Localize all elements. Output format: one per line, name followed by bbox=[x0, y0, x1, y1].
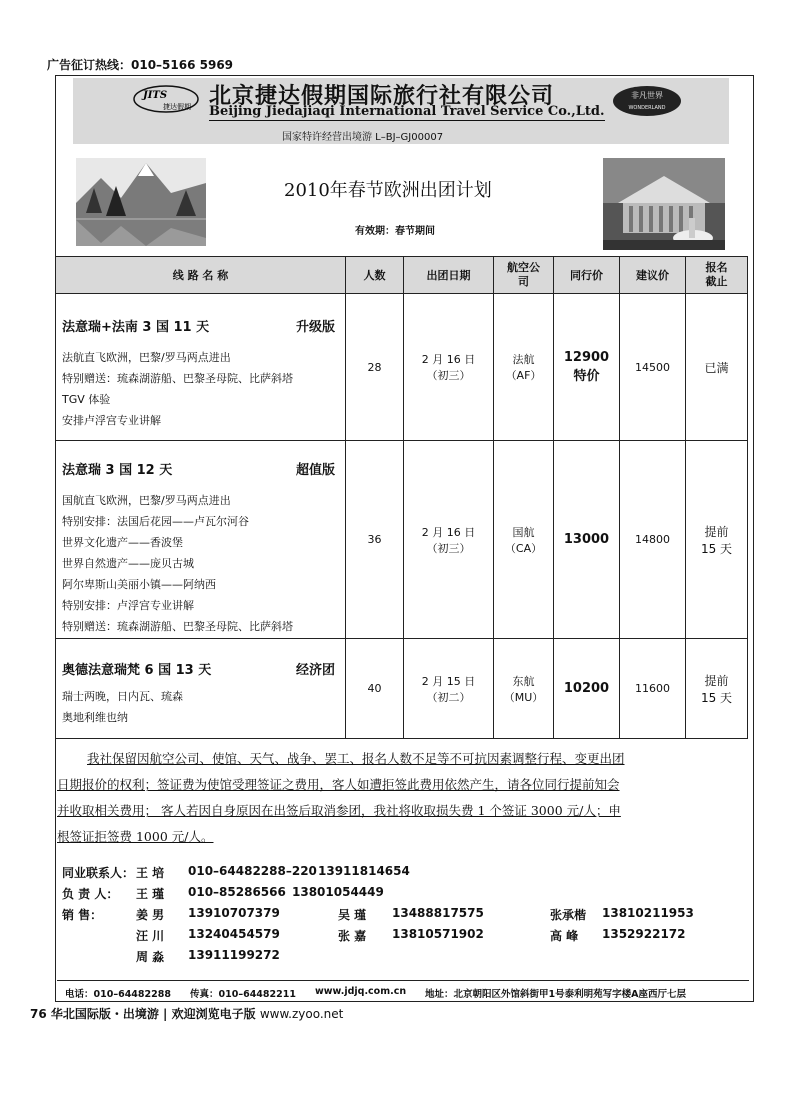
footer-tel: 电话：010–64482288 bbox=[65, 989, 171, 1000]
header-date: 出团日期 bbox=[404, 257, 494, 294]
sales-name: 周 淼 bbox=[136, 950, 165, 964]
sales-phone: 1352922172 bbox=[602, 927, 686, 941]
route-detail: 安排卢浮宫专业讲解 bbox=[62, 414, 161, 427]
route-detail: 国航直飞欧洲，巴黎/罗马两点进出 bbox=[62, 494, 231, 507]
badge-cn: 非凡世界 bbox=[631, 91, 663, 100]
route-name: 法意瑞 3 国 12 天 bbox=[62, 463, 173, 478]
suggest-price: 14800 bbox=[620, 441, 686, 639]
deadline: 提前 bbox=[704, 524, 729, 539]
header-suggest-price: 建议价 bbox=[620, 257, 686, 294]
sales-phone: 13911199272 bbox=[188, 948, 280, 962]
company-logo bbox=[133, 84, 203, 114]
contact-name: 王 培 bbox=[136, 866, 165, 880]
deadline-days: 15 天 bbox=[700, 690, 733, 705]
route-heading bbox=[62, 659, 339, 678]
wonderland-badge bbox=[613, 86, 681, 116]
parliament-photo bbox=[603, 158, 725, 250]
route-cell bbox=[56, 441, 346, 639]
route-tag: 升级版 bbox=[295, 320, 335, 335]
magazine-site: www.zyoo.net bbox=[259, 1007, 344, 1021]
airline-cell bbox=[494, 294, 554, 441]
plan-title: 2010年春节欧洲出团计划 bbox=[284, 180, 492, 201]
deadline-days: 15 天 bbox=[700, 541, 733, 556]
departure-date: 2 月 16 日 bbox=[421, 525, 476, 539]
badge-en: WONDERLAND bbox=[628, 105, 666, 111]
contact-label: 负 责 人： bbox=[62, 887, 119, 901]
sales-name: 张承楷 bbox=[550, 908, 587, 922]
contact-row bbox=[62, 927, 742, 948]
airline-cell bbox=[494, 639, 554, 739]
peer-price-cell bbox=[554, 441, 620, 639]
table-header-row bbox=[56, 257, 748, 294]
sales-name: 张 嘉 bbox=[338, 929, 367, 943]
route-detail: 阿尔卑斯山美丽小镇——阿纳西 bbox=[62, 578, 216, 591]
route-cell bbox=[56, 294, 346, 441]
route-name: 法意瑞+法南 3 国 11 天 bbox=[62, 320, 210, 335]
logo-text: JITS bbox=[143, 90, 168, 101]
notice-line: 我社保留因航空公司、使馆、天气、战争、罢工、报名人数不足等不可抗因素调整行程、变更出团 bbox=[87, 751, 625, 766]
table-row bbox=[56, 441, 748, 639]
lunar-date: （初三） bbox=[426, 541, 471, 555]
peer-price: 13000 bbox=[563, 532, 610, 547]
footer-web: www.jdjq.com.cn bbox=[315, 986, 407, 997]
route-detail: 特别赠送：琉森湖游船、巴黎圣母院、比萨斜塔 bbox=[62, 620, 293, 633]
contact-phone: 010–85286566 bbox=[188, 885, 286, 899]
notice-line: 并收取相关费用； 客人若因自身原因在出签后取消参团，我社将收取损失费 1 个签证 3000 元/人；申 bbox=[57, 803, 621, 818]
contact-phone: 13801054449 bbox=[292, 885, 384, 899]
mountain-lake-photo bbox=[76, 158, 206, 246]
page-section: 76 华北国际版・出境游 | 欢迎浏览电子版 bbox=[30, 1007, 256, 1021]
header-deadline: 报名截止 bbox=[686, 257, 748, 294]
contact-row bbox=[62, 864, 742, 885]
company-name-en: Beijing Jiedajiaqi International Travel Service Co.,Ltd. bbox=[209, 104, 605, 119]
header-peer-price: 同行价 bbox=[554, 257, 620, 294]
route-table bbox=[55, 256, 748, 739]
contact-label: 同业联系人： bbox=[62, 866, 135, 880]
sales-name: 吴 瑾 bbox=[338, 908, 367, 922]
sales-name: 汪 川 bbox=[136, 929, 165, 943]
peer-price: 10200 bbox=[563, 681, 610, 696]
contact-name: 王 瑾 bbox=[136, 887, 165, 901]
company-name-cn: 北京捷达假期国际旅行社有限公司 bbox=[209, 83, 555, 109]
table-row bbox=[56, 639, 748, 739]
route-detail: 奥地利维也纳 bbox=[62, 711, 128, 724]
sales-phone: 13488817575 bbox=[392, 906, 484, 920]
sales-name: 姜 男 bbox=[136, 908, 165, 922]
table-row bbox=[56, 294, 748, 441]
peer-price-note: 特价 bbox=[573, 369, 600, 384]
route-detail: 世界文化遗产——香波堡 bbox=[62, 536, 183, 549]
page-footer bbox=[30, 1005, 343, 1022]
header-airline: 航空公司 bbox=[494, 257, 554, 294]
route-detail: 特别安排：法国后花园——卢瓦尔河谷 bbox=[62, 515, 249, 528]
peer-price-cell bbox=[554, 639, 620, 739]
airline-code: （CA） bbox=[504, 541, 543, 555]
header-route: 线 路 名 称 bbox=[56, 257, 346, 294]
contact-row bbox=[62, 906, 742, 927]
ad-hotline: 广告征订热线：010–5166 5969 bbox=[47, 58, 234, 72]
sales-phone: 13810211953 bbox=[602, 906, 694, 920]
deadline-cell bbox=[686, 441, 748, 639]
logo-subtext: 捷达假期 bbox=[163, 103, 191, 111]
sales-phone: 13810571902 bbox=[392, 927, 484, 941]
suggest-price: 14500 bbox=[620, 294, 686, 441]
sales-phone: 13240454579 bbox=[188, 927, 280, 941]
footer-address: 地址：北京朝阳区外馆斜街甲1号泰利明苑写字楼A座西厅七层 bbox=[425, 989, 686, 1000]
suggest-price: 11600 bbox=[620, 639, 686, 739]
terms-notice bbox=[57, 746, 747, 850]
departure-date-cell bbox=[404, 441, 494, 639]
peer-price: 12900 bbox=[563, 350, 610, 365]
route-detail: 法航直飞欧洲，巴黎/罗马两点进出 bbox=[62, 351, 231, 364]
deadline: 提前 bbox=[704, 673, 729, 688]
departure-date-cell bbox=[404, 294, 494, 441]
footer-fax: 传真：010–64482211 bbox=[190, 989, 296, 1000]
notice-line: 根签证拒签费 1000 元/人。 bbox=[57, 829, 214, 844]
departure-date: 2 月 16 日 bbox=[421, 353, 476, 366]
contact-label: 销 售： bbox=[62, 908, 103, 922]
deadline-cell bbox=[686, 639, 748, 739]
airline-name: 东航 bbox=[512, 674, 535, 688]
airline-code: （AF） bbox=[505, 369, 542, 382]
route-heading bbox=[62, 459, 339, 478]
lunar-date: （初三） bbox=[426, 369, 471, 382]
license-number: 国家特许经营出境游 L–BJ–GJ00007 bbox=[282, 132, 444, 143]
contact-phone: 010–64482288–220 bbox=[188, 864, 317, 878]
route-name: 奥德法意瑞梵 6 国 13 天 bbox=[62, 663, 212, 678]
departure-date: 2 月 15 日 bbox=[421, 674, 476, 688]
header-people: 人数 bbox=[346, 257, 404, 294]
airline-name: 法航 bbox=[512, 353, 535, 366]
route-tag: 超值版 bbox=[295, 463, 335, 478]
airline-code: （MU） bbox=[503, 690, 544, 704]
peer-price-cell bbox=[554, 294, 620, 441]
airline-cell bbox=[494, 441, 554, 639]
airline-name: 国航 bbox=[512, 525, 535, 539]
deadline: 已满 bbox=[686, 294, 748, 441]
sales-name: 高 峰 bbox=[550, 929, 579, 943]
route-detail: 特别赠送：琉森湖游船、巴黎圣母院、比萨斜塔 bbox=[62, 372, 293, 385]
route-detail: 瑞士两晚，日内瓦、琉森 bbox=[62, 690, 183, 703]
validity-period: 有效期：春节期间 bbox=[355, 226, 435, 237]
contact-row bbox=[62, 885, 742, 906]
sales-phone: 13910707379 bbox=[188, 906, 280, 920]
footer-divider bbox=[57, 980, 749, 981]
contacts-block bbox=[62, 864, 742, 969]
route-detail: 世界自然遗产——庞贝古城 bbox=[62, 557, 194, 570]
lunar-date: （初二） bbox=[426, 690, 471, 704]
route-detail: 特别安排：卢浮宫专业讲解 bbox=[62, 599, 194, 612]
route-detail: TGV 体验 bbox=[62, 393, 111, 406]
contact-phone: 13911814654 bbox=[318, 864, 410, 878]
people-count: 40 bbox=[346, 639, 404, 739]
route-tag: 经济团 bbox=[295, 663, 335, 678]
route-heading bbox=[62, 316, 339, 335]
notice-line: 日期报价的权利；签证费为使馆受理签证之费用，客人如遭拒签此费用依然产生，请各位同行提前知会 bbox=[57, 777, 620, 792]
people-count: 28 bbox=[346, 294, 404, 441]
departure-date-cell bbox=[404, 639, 494, 739]
contact-row bbox=[62, 948, 742, 969]
people-count: 36 bbox=[346, 441, 404, 639]
route-cell bbox=[56, 639, 346, 739]
